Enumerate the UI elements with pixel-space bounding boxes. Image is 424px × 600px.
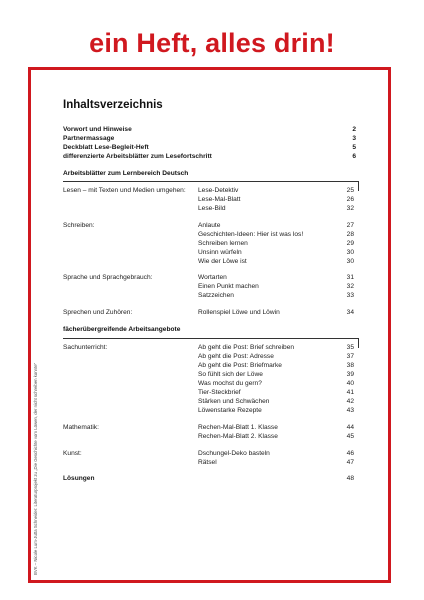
toc-entry bbox=[198, 273, 354, 282]
toc-entry bbox=[198, 204, 354, 213]
headline: ein Heft, alles drin! bbox=[89, 28, 335, 58]
toc-entry-title: So fühlt sich der Löwe bbox=[198, 371, 263, 378]
toc-entry bbox=[198, 379, 354, 388]
toc-entry-title: Dschungel-Deko basteln bbox=[198, 450, 270, 457]
section-tick bbox=[358, 181, 359, 191]
toc-entry-page: 32 bbox=[346, 283, 354, 290]
toc-entry-page: 30 bbox=[346, 249, 354, 256]
group-label: Mathematik: bbox=[63, 424, 99, 431]
toc-entry-title: Rätsel bbox=[198, 459, 217, 466]
toc-entry bbox=[198, 221, 354, 230]
toc-entry-title: Lese-Mal-Blatt bbox=[198, 196, 241, 203]
copyright-note: BVK – Nicole Lum-Jutta Schneider: Literaturprojekt zu „Die Geschichte vom Löwen, der nicht schreiben konnte“ bbox=[33, 362, 38, 575]
toc-entry bbox=[198, 361, 354, 370]
toc-front-item bbox=[63, 152, 359, 161]
toc-entry bbox=[198, 449, 354, 458]
toc-entry-title: Wie der Löwe ist bbox=[198, 258, 247, 265]
toc-entry-title: Anlaute bbox=[198, 222, 221, 229]
toc-entry-page: 38 bbox=[346, 362, 354, 369]
toc-entry-page: 33 bbox=[346, 292, 354, 299]
toc-entry-title: Stärken und Schwächen bbox=[198, 398, 270, 405]
toc-entry bbox=[198, 388, 354, 397]
toc-entry bbox=[198, 397, 354, 406]
toc-entry-title: Löwenstarke Rezepte bbox=[198, 407, 262, 414]
toc-entry bbox=[198, 352, 354, 361]
toc-front-item-page: 6 bbox=[352, 153, 356, 160]
toc-entry-page: 31 bbox=[346, 274, 354, 281]
section-rule bbox=[63, 338, 359, 339]
toc-entry bbox=[198, 186, 354, 195]
toc-solutions-page: 48 bbox=[346, 475, 354, 482]
toc-front-item-page: 3 bbox=[352, 135, 356, 142]
toc-entry-page: 35 bbox=[346, 344, 354, 351]
toc-entry-page: 46 bbox=[346, 450, 354, 457]
toc-entry-page: 32 bbox=[346, 205, 354, 212]
toc-entry-page: 25 bbox=[346, 187, 354, 194]
toc-front-item-title: Deckblatt Lese-Begleit-Heft bbox=[63, 144, 149, 151]
toc-entry bbox=[198, 458, 354, 467]
toc-entry-title: Ab geht die Post: Briefmarke bbox=[198, 362, 282, 369]
toc-entry-page: 39 bbox=[346, 371, 354, 378]
toc-entry-title: Lese-Bild bbox=[198, 205, 226, 212]
toc-entry bbox=[198, 195, 354, 204]
toc-entry-page: 26 bbox=[346, 196, 354, 203]
toc-entry-page: 27 bbox=[346, 222, 354, 229]
toc-entry bbox=[198, 291, 354, 300]
toc-entry-title: Tier-Steckbrief bbox=[198, 389, 241, 396]
toc-entry bbox=[198, 370, 354, 379]
toc-entry-title: Rollenspiel Löwe und Löwin bbox=[198, 309, 280, 316]
toc-entry-title: Einen Punkt machen bbox=[198, 283, 259, 290]
toc-front-item-page: 5 bbox=[352, 144, 356, 151]
toc-entry-title: Unsinn würfeln bbox=[198, 249, 242, 256]
toc-entry-page: 45 bbox=[346, 433, 354, 440]
toc-entry-page: 47 bbox=[346, 459, 354, 466]
section-title: fächerübergreifende Arbeitsangebote bbox=[63, 326, 181, 333]
toc-entry-page: 40 bbox=[346, 380, 354, 387]
group-label: Kunst: bbox=[63, 450, 82, 457]
toc-entry bbox=[198, 423, 354, 432]
toc-entry-title: Ab geht die Post: Brief schreiben bbox=[198, 344, 295, 351]
toc-entry-title: Ab geht die Post: Adresse bbox=[198, 353, 274, 360]
toc-entry bbox=[198, 432, 354, 441]
toc-solutions-title: Lösungen bbox=[63, 475, 95, 482]
toc-front-item-page: 2 bbox=[352, 126, 356, 133]
toc-entry-title: Rechen-Mal-Blatt 1. Klasse bbox=[198, 424, 278, 431]
toc-entry-title: Lese-Detektiv bbox=[198, 187, 239, 194]
toc-entry bbox=[198, 230, 354, 239]
group-label: Schreiben: bbox=[63, 222, 95, 229]
toc-front-item bbox=[63, 125, 359, 134]
toc-entry bbox=[198, 257, 354, 266]
toc-entry-page: 34 bbox=[346, 309, 354, 316]
toc-entry-page: 43 bbox=[346, 407, 354, 414]
toc-front-item bbox=[63, 134, 359, 143]
toc-entry-title: Was mochst du gern? bbox=[198, 380, 262, 387]
group-label: Sprechen und Zuhören: bbox=[63, 309, 133, 316]
group-label: Sachunterricht: bbox=[63, 344, 108, 351]
toc-entry-page: 41 bbox=[346, 389, 354, 396]
section-rule bbox=[63, 181, 359, 182]
toc-entry bbox=[198, 343, 354, 352]
toc-entry-title: Rechen-Mal-Blatt 2. Klasse bbox=[198, 433, 278, 440]
group-label: Sprache und Sprachgebrauch: bbox=[63, 274, 153, 281]
toc-entry bbox=[198, 248, 354, 257]
toc-entry-title: Satzzeichen bbox=[198, 292, 234, 299]
toc-entry-page: 30 bbox=[346, 258, 354, 265]
toc-solutions bbox=[63, 474, 354, 483]
toc-front-item-title: Partnermassage bbox=[63, 135, 115, 142]
toc-entry-title: Schreiben lernen bbox=[198, 240, 248, 247]
toc-entry-page: 29 bbox=[346, 240, 354, 247]
toc-entry-page: 44 bbox=[346, 424, 354, 431]
toc-entry-page: 37 bbox=[346, 353, 354, 360]
toc-front-item bbox=[63, 143, 359, 152]
section-tick bbox=[358, 338, 359, 348]
toc-entry-title: Wortarten bbox=[198, 274, 227, 281]
section-title: Arbeitsblätter zum Lernbereich Deutsch bbox=[63, 170, 189, 177]
toc-entry bbox=[198, 308, 354, 317]
group-label: Lesen – mit Texten und Medien umgehen: bbox=[63, 187, 186, 194]
toc-entry-page: 28 bbox=[346, 231, 354, 238]
toc-entry bbox=[198, 282, 354, 291]
toc-entry-title: Geschichten-Ideen: Hier ist was los! bbox=[198, 231, 304, 238]
toc-front-item-title: Vorwort und Hinweise bbox=[63, 126, 132, 133]
toc-entry-page: 42 bbox=[346, 398, 354, 405]
toc-title: Inhaltsverzeichnis bbox=[63, 99, 163, 111]
toc-entry bbox=[198, 406, 354, 415]
toc-entry bbox=[198, 239, 354, 248]
toc-front-item-title: differenzierte Arbeitsblätter zum Lesefortschritt bbox=[63, 153, 212, 160]
